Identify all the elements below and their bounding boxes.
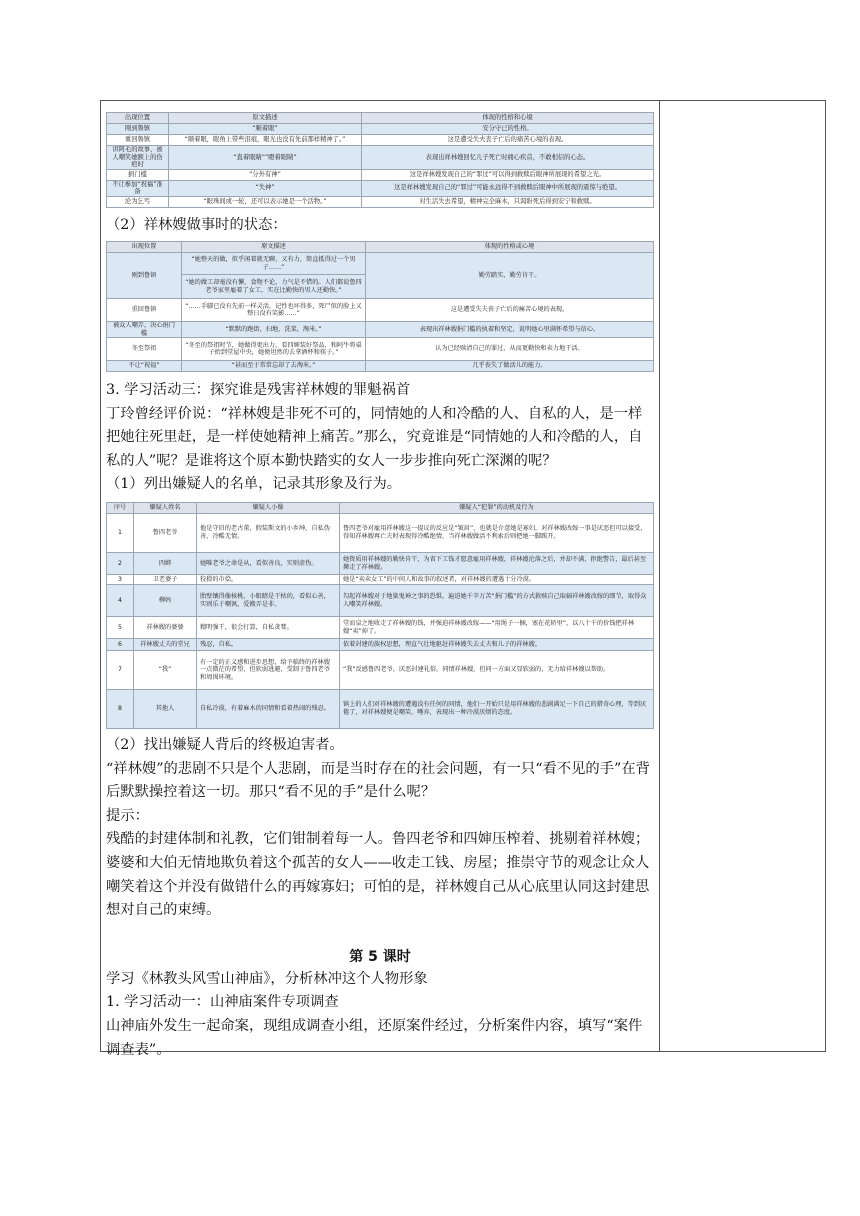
table-row — [107, 514, 654, 553]
table-row — [107, 135, 654, 146]
table-header: 嫌疑人“犯罪”的动机及行为 — [340, 503, 654, 514]
lesson5-title: 第 5 课时 — [349, 948, 411, 965]
table-cell: 重回鲁镇 — [107, 299, 182, 322]
table-row — [107, 196, 654, 207]
table-cell: “分外有神” — [169, 169, 362, 180]
table-header: 序号 — [107, 503, 134, 514]
table-row — [107, 338, 654, 361]
column-divider — [659, 100, 660, 1052]
table-cell: 祥林嫂的婆婆 — [134, 617, 197, 639]
table-cell: 刚到鲁镇 — [107, 124, 169, 135]
table-header: 嫌疑人小像 — [197, 503, 340, 514]
table-cell: 勾起祥林嫂对于地狱鬼神之事的恐惧，遍迫她千辛万苦“捐门槛”的方式救赎自己取辐祥林嫂改嫁的细节，取得众人嘲笑祥林嫂。 — [340, 585, 654, 617]
table-cell: 勤劳踏实、勤劳肯干。 — [366, 253, 654, 299]
lesson5-body: 山神庙外发生一起命案，现组成调查小组，还原案件经过，分析案件内容，填写“案件调查表”。 — [106, 1018, 643, 1058]
table-header: 原文描述 — [169, 113, 362, 124]
table-cell: 1 — [107, 514, 134, 553]
table-row — [107, 553, 654, 575]
table-row — [107, 361, 654, 372]
table-header: 体现的性格或心境 — [366, 242, 654, 253]
table-cell: 捐门槛 — [107, 169, 169, 180]
table-cell: 刚到鲁镇 — [107, 253, 182, 299]
table-cell: 不让参加“祝福”准备 — [107, 180, 169, 196]
hint-body: 残酷的封建体制和礼教，它们钳制着每一人。鲁四老爷和四婶压榨着、挑剔着祥林嫂；婆婆和大伯无情地欺负着这个孤苦的女人——收走工钱、房屋；推崇守节的观念让众人嘲笑着这个并没有做错什么的再嫁寡妇；可怕的是，祥林嫂自己从心底里认同这封建思想对自己的束缚。 — [106, 831, 650, 919]
table-cell: 安分守已的性格。 — [362, 124, 654, 135]
table-cell: “直着眼睛”“瞪着眼睛” — [169, 146, 362, 170]
work-status-table — [106, 241, 654, 372]
table-cell: “默默的跑街，扫地，洗菜，淘米。” — [182, 322, 366, 338]
table-cell: 堂而皇之地收走了祥林嫂的钱，并强迫祥林嫂改嫁——“用绳子一捆，塞在花轿里”，以八十千的价钱把祥林嫂“卖”掉了。 — [340, 617, 654, 639]
table-cell: 她唯老爷之命是从，看似善良，实则虚伪。 — [197, 553, 340, 575]
table-row — [107, 169, 654, 180]
table-cell: 自私冷漠，有着麻木的同情和看着热闹的残忍。 — [197, 690, 340, 729]
table-cell: “她的做工却毫没有懈，食物不论，力气是不惜的。人们都说鲁四老爷家里雇着了女工，实在比勤快的男人还勤快。” — [182, 275, 366, 299]
table-cell: “甚而至于常常忘却了去淘米。” — [182, 361, 366, 372]
table-cell: 这是遭受失夫丧子亡后的痛苦心境的表现。 — [366, 299, 654, 322]
table-cell: 其他人 — [134, 690, 197, 729]
table-cell: 讲阿毛的故事，被人嘲笑她额上的伤疤时 — [107, 146, 169, 170]
table-cell: 鲁四老爷 — [134, 514, 197, 553]
table-cell: “她整天的做，似乎闲着就无聊，又有力，简直抵得过一个男子……” — [182, 253, 366, 275]
activity3-sub2: （2）找出嫌疑人背后的终极迫害者。 — [106, 737, 344, 754]
table-row — [107, 124, 654, 135]
table-row — [107, 639, 654, 651]
table-row — [107, 180, 654, 196]
eyes-table — [106, 112, 654, 208]
table-header: 原文描述 — [182, 242, 366, 253]
table-header: 嫌疑人姓名 — [134, 503, 197, 514]
table-row — [107, 651, 654, 690]
lesson5-activity1: 1. 学习活动一：山神庙案件专项调查 — [106, 994, 339, 1011]
lesson5-goal: 学习《林教头风雪山神庙》，分析林冲这个人物形象 — [106, 970, 428, 987]
table-cell: 4 — [107, 585, 134, 617]
table-cell: 她资质用祥林嫂的勤快肯干，为省下工钱才愿意雇用祥林嫂，祥林嫂沦落之后，并却不满，拒绝警告，最后甚至撵走了祥林嫂。 — [340, 553, 654, 575]
main-content-cell — [106, 104, 654, 1062]
activity3-body: 丁玲曾经评价说：“祥林嫂是非死不可的，同情她的人和冷酷的人、自私的人，是一样把她往死里赶，是一样使她精神上痛苦。”那么，究竟谁是“同情她的人和冷酷的人，自私的人”呢？是谁将这个原本勤快踏实的女人一步步推向死亡深渊的呢？ — [106, 405, 643, 469]
invisible-hand-paragraph: “祥林嫂”的悲剧不只是个人悲剧，而是当时存在的社会问题，有一只“看不见的手”在背后默默操控着这一切。那只“看不见的手”是什么呢？ — [106, 760, 650, 801]
table-cell: 7 — [107, 651, 134, 690]
table-cell: 镇上的人们对祥林嫂的遭遇没有任何的同情，他们一开始只是用祥林嫂的悲剧满足一下自己的猎奇心理，等到厌倦了，对祥林嫂便是嘲笑、唾弃，表现出一种冷漠厌烦的态度。 — [340, 690, 654, 729]
table-cell: “冬至的祭祖时节，她做得更出力，看四婶装好祭品，和阿牛将桌子抬到堂屋中央，她便坦然的去拿酒杯和筷子。” — [182, 338, 366, 361]
table-cell: 3 — [107, 575, 134, 585]
table-cell: 他是守旧的老古董，假装斯文的小乡绅，自私伪善，冷酷无情。 — [197, 514, 340, 553]
table-cell: 6 — [107, 639, 134, 651]
table-header: 出现位置 — [107, 113, 169, 124]
table-cell: “眼珠间或一轮，还可以表示她是一个活物。” — [169, 196, 362, 207]
table-cell: 认为已经赎清自己的罪过，从而更勤快和卖力地干活。 — [366, 338, 654, 361]
table-cell: “失神” — [169, 180, 362, 196]
table-cell: 沦为乞丐 — [107, 196, 169, 207]
activity3-sub1: （1）列出嫌疑人的名单，记录其形象及行为。 — [106, 476, 402, 493]
table-row — [107, 690, 654, 729]
table-row — [107, 322, 654, 338]
table-row — [107, 617, 654, 639]
table-cell: 冬至祭祖 — [107, 338, 182, 361]
table-row — [107, 575, 654, 585]
activity3-title: 3. 学习活动三：探究谁是残害祥林嫂的罪魁祸首 — [106, 382, 411, 399]
table-cell: 鲁四老爷对雇用祥林嫂这一提议的反应是“皱眉”，也就是介意她是寡妇，对祥林嫂改嫁一事是厌恶但可以接受，得知祥林嫂再亡夫时表现得冷酷绝情，当祥林嫂做活不利索后则把她一脚踢开。 — [340, 514, 654, 553]
table-cell: 祥林嫂丈夫的堂兄 — [134, 639, 197, 651]
table-row — [107, 299, 654, 322]
spacer — [106, 923, 654, 946]
table-cell: 2 — [107, 553, 134, 575]
table-cell: “……手脚已没有先前一样灵活，记性也坏得多，死尸似的脸上又整日没有笑影……” — [182, 299, 366, 322]
table-row — [107, 585, 654, 617]
table-cell: “我”反感鲁四老爷，厌恶封建礼俗，同情祥林嫂，但同一方面又显软弱的，无力给祥林嫂以帮助。 — [340, 651, 654, 690]
table-cell: 重回鲁镇 — [107, 135, 169, 146]
table-cell: 依着封建的族权思想，理直气壮地驱赶祥林嫂失去丈夫和儿子的祥林嫂。 — [340, 639, 654, 651]
table-cell: “顺着眼” — [169, 124, 362, 135]
table-cell: 被众人嘲弄，决心捐门槛 — [107, 322, 182, 338]
table-cell: 柳妈 — [134, 585, 197, 617]
table-row — [107, 253, 654, 275]
table-cell: 四婶 — [134, 553, 197, 575]
table-cell: 她是“卖卖女工”的中间人和故事的叙述者，对祥林嫂的遭遇十分冷漠。 — [340, 575, 654, 585]
table-cell: 这是祥林嫂发现自己的“罪过”可能永远得不到救赎后眼神中所展现的震惊与绝望。 — [362, 180, 654, 196]
table-cell: “我” — [134, 651, 197, 690]
table-cell: “顺着眼，眼角上带些泪痕，眼光也没有先前那样精神了。” — [169, 135, 362, 146]
table-cell: 不让“祝福” — [107, 361, 182, 372]
suspects-table — [106, 502, 654, 729]
table-header: 体现的性格和心境 — [362, 113, 654, 124]
table-cell: 这是祥林嫂发现自己的“罪过”可以得到救赎后眼神所展现的希望之光。 — [362, 169, 654, 180]
table-cell: 8 — [107, 690, 134, 729]
table-row — [107, 146, 654, 170]
table-cell: 狡猾的市侩。 — [197, 575, 340, 585]
table-cell: 卫老婆子 — [134, 575, 197, 585]
table-cell: 5 — [107, 617, 134, 639]
hint-label: 提示： — [106, 807, 149, 824]
table-header: 出现位置 — [107, 242, 182, 253]
table-cell: 表现出祥林嫂捐门槛的执着和坚定，说明她心里满怀希望与信心。 — [366, 322, 654, 338]
table-cell: 表现出祥林嫂回忆儿子死亡时痛心疾首，不敢相信的心态。 — [362, 146, 654, 170]
table-cell: 几乎丧失了做活儿的能力。 — [366, 361, 654, 372]
table-cell: 精明强干，很会打算，自私贪婪。 — [197, 617, 340, 639]
table-cell: 有一定的正义感和进步思想，给予临终的祥林嫂一点微茫的希望，但软弱逃避，受制于鲁四老爷和周围环境。 — [197, 651, 340, 690]
status-subheading: （2）祥林嫂做事时的状态： — [106, 216, 287, 233]
table-cell: 胎壁镶得像核桃，小眼睛是干枯的，看似心善，实则乐于嘲讽，爱搬弄是非。 — [197, 585, 340, 617]
table-cell: 残忍，自私。 — [197, 639, 340, 651]
table-cell: 对生活失去希望，精神完全麻木，只渴盼死后得到安宁和救赎。 — [362, 196, 654, 207]
table-cell: 这是遭受失夫丧子亡后的痛苦心境的表现。 — [362, 135, 654, 146]
